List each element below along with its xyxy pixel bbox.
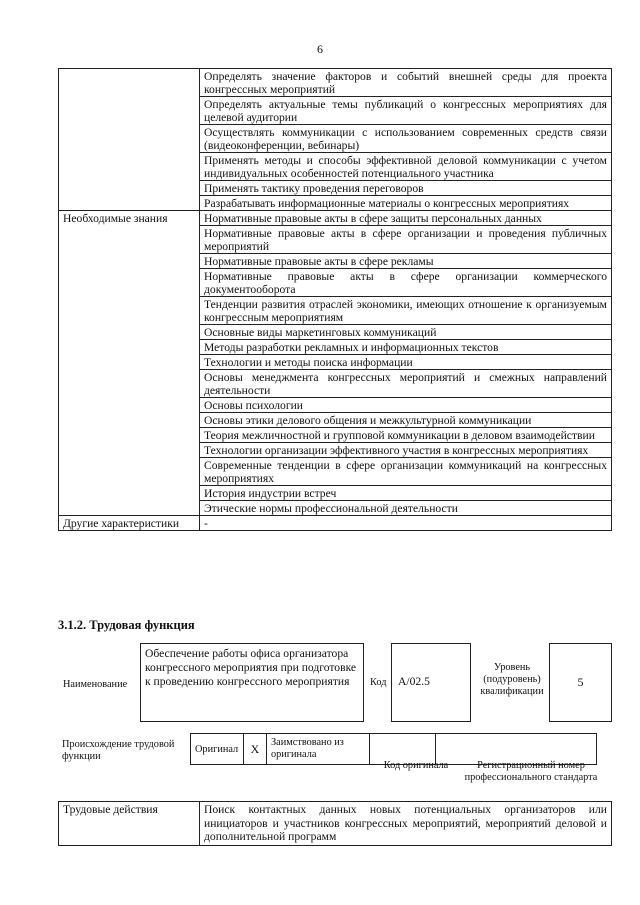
- knowledge-row: Основы психологии: [200, 398, 612, 413]
- knowledge-row: Основы этики делового общения и межкультурной коммуникации: [200, 413, 612, 428]
- knowledge-row: Основные виды маркетинговых коммуникаций: [200, 325, 612, 340]
- skill-row: Определять актуальные темы публикаций о конгрессных мероприятиях для целевой аудитории: [200, 97, 612, 125]
- knowledge-row: Современные тенденции в сфере организации коммуникаций на конгрессных мероприятиях: [200, 458, 612, 486]
- borrowed-label: Заимствовано из оригинала: [267, 734, 370, 765]
- knowledge-row: Технологии и методы поиска информации: [200, 355, 612, 370]
- knowledge-row: Теория межличностной и групповой коммуникации в деловом взаимодействии: [200, 428, 612, 443]
- competency-table: [58, 68, 612, 531]
- level-value: 5: [549, 643, 612, 722]
- knowledge-row: Тенденции развития отраслей экономики, имеющих отношение к организуемым конгрессным мероприятиям: [200, 297, 612, 325]
- knowledge-row: Нормативные правовые акты в сфере защиты персональных данных: [200, 211, 612, 226]
- original-mark: X: [244, 734, 267, 765]
- skill-row: Применять методы и способы эффективной деловой коммуникации с учетом индивидуальных особенностей потенциального участника: [200, 153, 612, 181]
- page-number: 6: [317, 42, 323, 56]
- knowledge-row: Методы разработки рекламных и информационных текстов: [200, 340, 612, 355]
- skill-row: Осуществлять коммуникации с использованием современных средств связи (видеоконференции, вебинары): [200, 125, 612, 153]
- original-code-caption: Код оригинала: [383, 760, 449, 771]
- registration-number-caption: Регистрационный номер профессионального стандарта: [464, 760, 598, 783]
- skill-row: Разрабатывать информационные материалы о конгрессных мероприятиях: [200, 196, 612, 211]
- code-label: Код: [370, 677, 387, 688]
- name-value: Обеспечение работы офиса организатора конгрессного мероприятия при подготовке к проведению конгрессного мероприятия: [140, 643, 364, 722]
- knowledge-row: Технологии организации эффективного участия в конгрессных мероприятиях: [200, 443, 612, 458]
- name-label: Наименование: [63, 679, 128, 690]
- skill-row: Определять значение факторов и событий внешней среды для проекта конгрессных мероприятий: [200, 69, 612, 97]
- other-value: -: [200, 516, 612, 531]
- knowledge-row: Нормативные правовые акты в сфере организации и проведения публичных мероприятий: [200, 226, 612, 254]
- other-label: Другие характеристики: [59, 516, 200, 531]
- original-label: Оригинал: [191, 734, 244, 765]
- skill-row: Применять тактику проведения переговоров: [200, 181, 612, 196]
- knowledge-label: Необходимые знания: [59, 211, 200, 516]
- level-label: Уровень (подуровень) квалификации: [480, 662, 544, 697]
- section-heading: 3.1.2. Трудовая функция: [58, 618, 195, 632]
- actions-table: [58, 801, 612, 846]
- knowledge-row: История индустрии встреч: [200, 486, 612, 501]
- skills-label-cell: [59, 69, 200, 211]
- code-value: А/02.5: [391, 643, 471, 722]
- knowledge-row: Этические нормы профессиональной деятельности: [200, 501, 612, 516]
- knowledge-row: Нормативные правовые акты в сфере организации коммерческого документооборота: [200, 269, 612, 297]
- knowledge-row: Основы менеджмента конгрессных мероприятий и смежных направлений деятельности: [200, 370, 612, 398]
- origin-label: Происхождение трудовой функции: [62, 739, 175, 762]
- actions-value: Поиск контактных данных новых потенциальных организаторов или инициаторов и участников конгрессных мероприятий, мероприятий деловой и дополнительной программ: [200, 802, 612, 846]
- knowledge-row: Нормативные правовые акты в сфере рекламы: [200, 254, 612, 269]
- actions-label: Трудовые действия: [59, 802, 200, 846]
